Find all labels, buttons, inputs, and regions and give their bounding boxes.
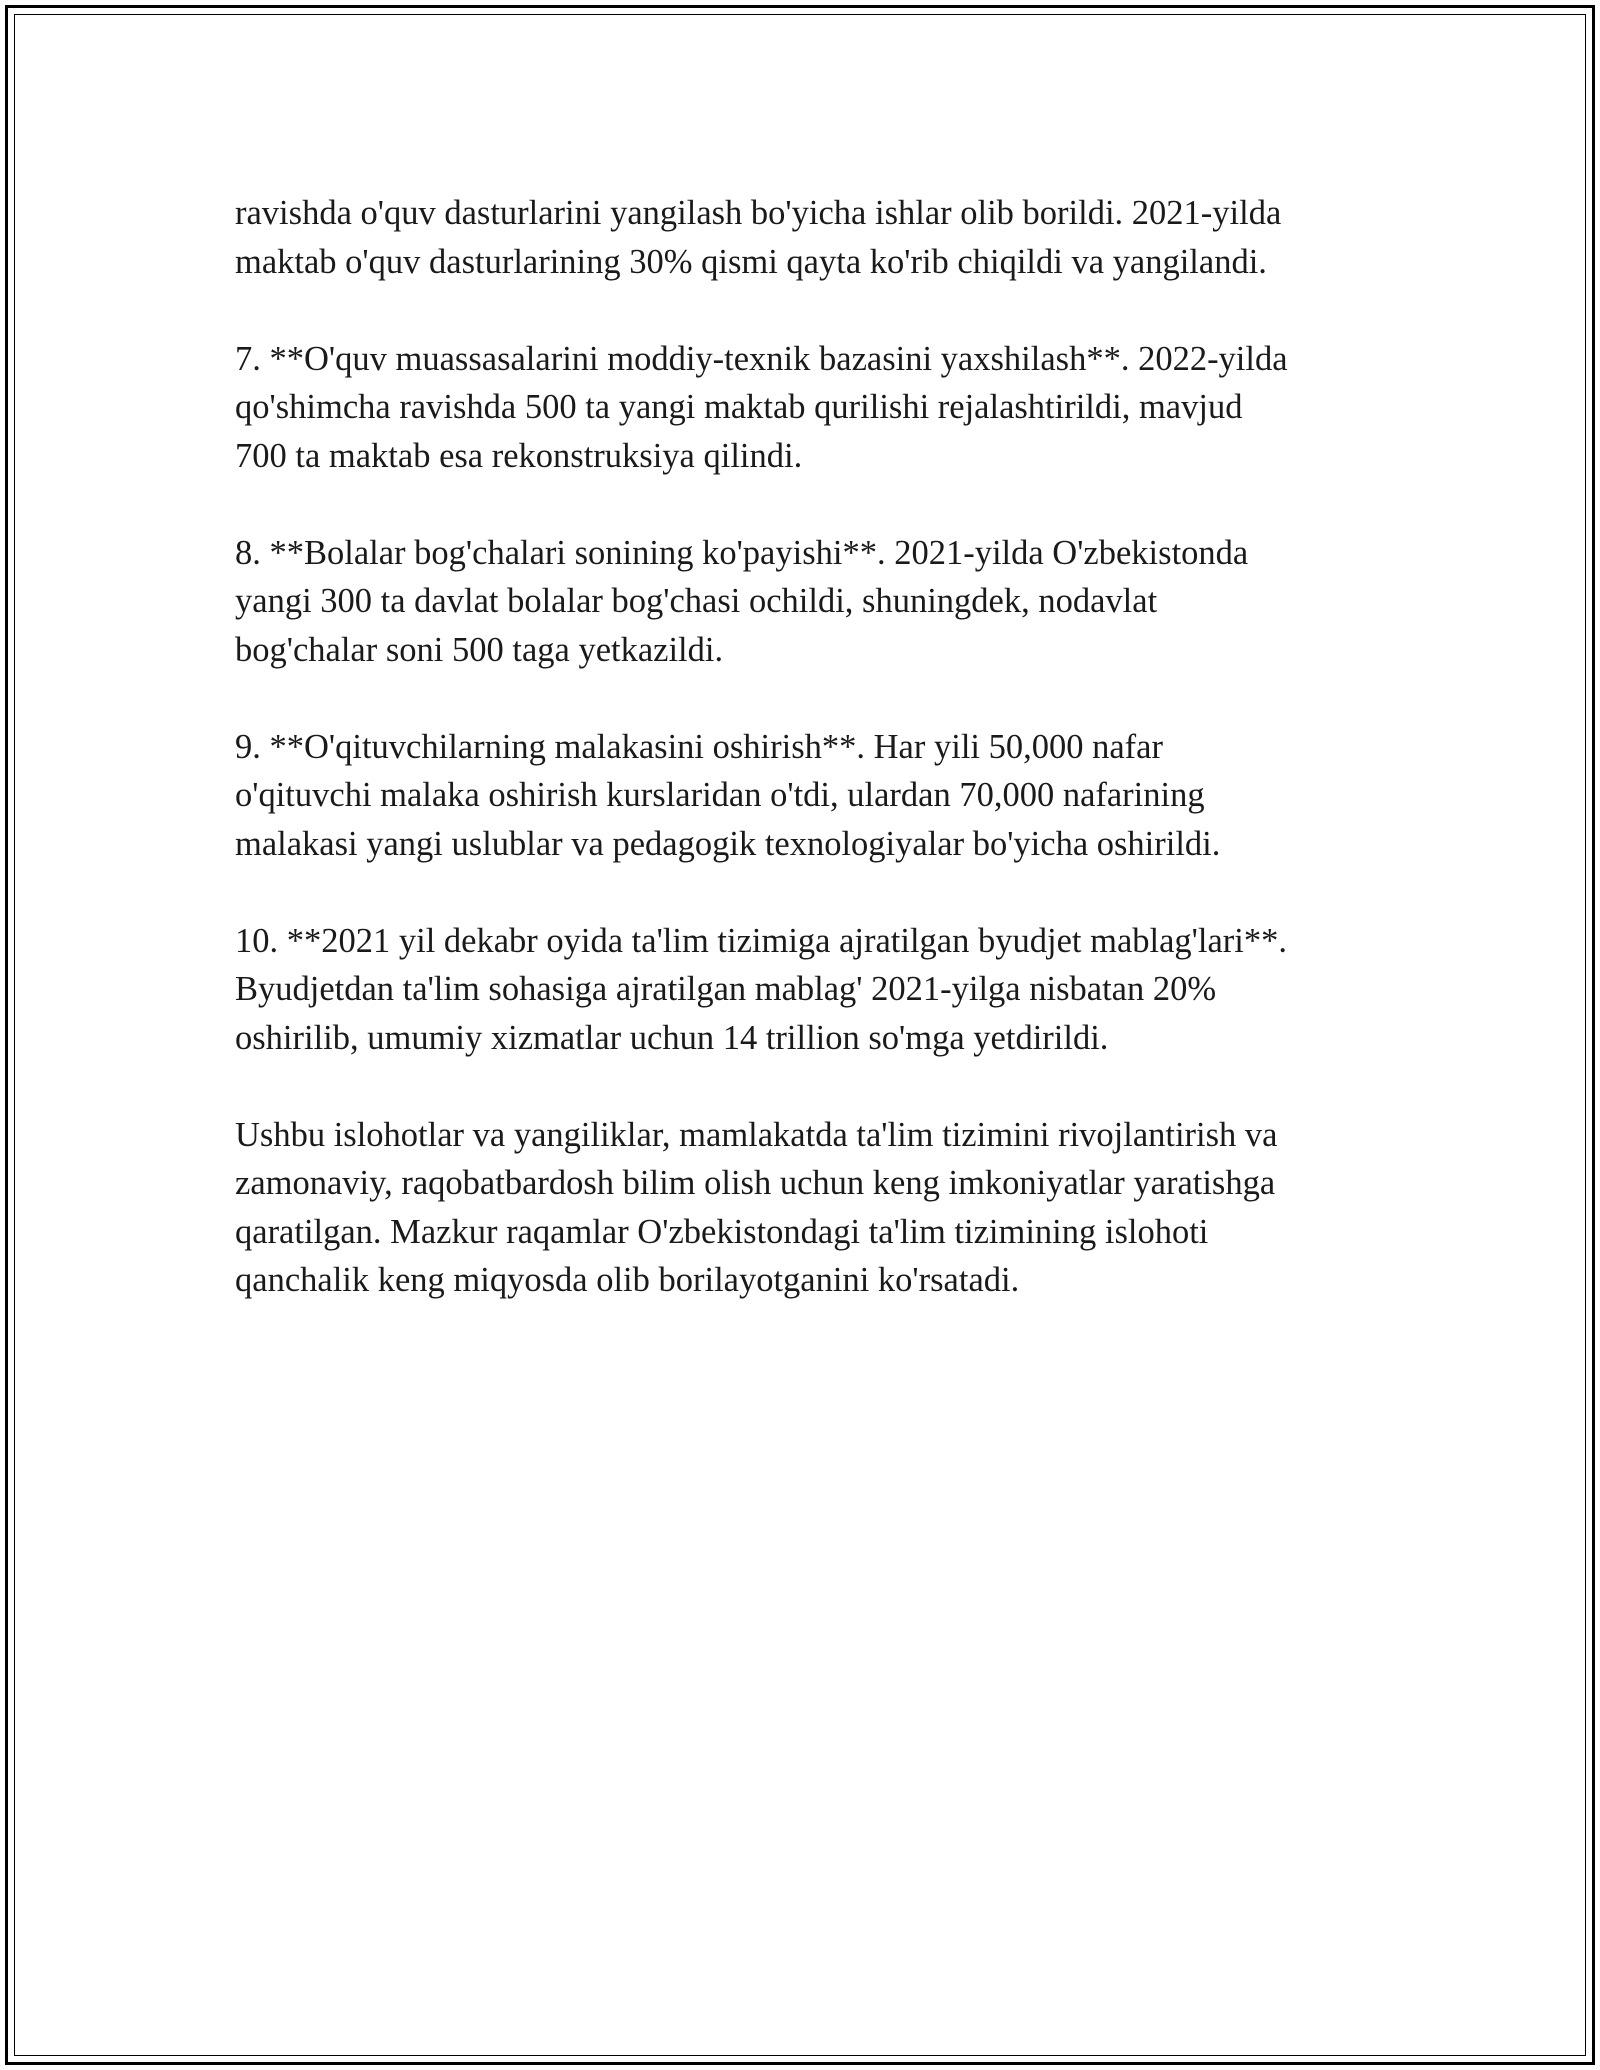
paragraph-item-8-kindergartens: 8. **Bolalar bog'chalari sonining ko'payishi**. 2021-yilda O'zbekistonda yangi 300 ta davlat bolalar bog'chasi ochildi, shuningdek, nodavlat bog'chalar soni 500 taga yetkazildi. xyxy=(235,533,1249,669)
paragraph-curriculum-update: ravishda o'quv dasturlarini yangilash bo'yicha ishlar olib borildi. 2021-yilda maktab o'quv dasturlarining 30% qismi qayta ko'rib chiqildi va yangilandi. xyxy=(235,194,1282,281)
paragraph-item-9-teacher-training: 9. **O'qituvchilarning malakasini oshirish**. Har yili 50,000 nafar o'qituvchi malaka oshirish kurslaridan o'tdi, ulardan 70,000 nafarining malakasi yangi uslublar va pedagogik texnologiyalar bo'yicha oshirildi. xyxy=(235,727,1221,863)
paragraph-item-7-infrastructure: 7. **O'quv muassasalarini moddiy-texnik bazasini yaxshilash**. 2022-yilda qo'shimcha ravishda 500 ta yangi maktab qurilishi rejalashtirildi, mavjud 700 ta maktab esa rekonstruksiya qilindi. xyxy=(235,339,1288,475)
document-body xyxy=(235,189,1375,1353)
paragraph-item-10-budget: 10. **2021 yil dekabr oyida ta'lim tizimiga ajratilgan byudjet mablag'lari**. Byudjetdan ta'lim sohasiga ajratilgan mablag' 2021-yilga nisbatan 20% oshirilib, umumiy xizmatlar uchun 14 trillion so'mga yetdirildi. xyxy=(235,921,1287,1057)
paragraph-conclusion: Ushbu islohotlar va yangiliklar, mamlakatda ta'lim tizimini rivojlantirish va zamonaviy, raqobatbardosh bilim olish uchun keng imkoniyatlar yaratishga qaratilgan. Mazkur raqamlar O'zbekistondagi ta'lim tizimining islohoti qanchalik keng miqyosda olib borilayotganini ko'rsatadi. xyxy=(235,1115,1278,1299)
